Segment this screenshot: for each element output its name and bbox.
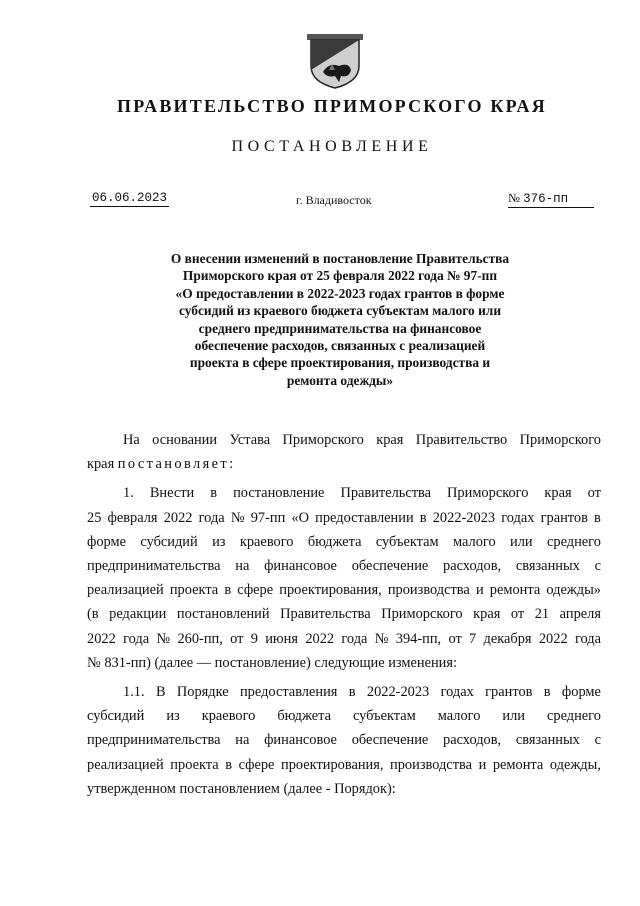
word: на bbox=[235, 732, 250, 749]
body-line bbox=[87, 680, 601, 704]
word: 25 bbox=[87, 509, 102, 526]
word: в bbox=[225, 756, 232, 773]
word: финансовое bbox=[264, 558, 337, 575]
word: № bbox=[374, 630, 389, 647]
body-line bbox=[87, 728, 601, 752]
document-city: г. Владивосток bbox=[296, 193, 372, 207]
text-fragment: постановляет bbox=[117, 456, 230, 473]
word: форме bbox=[561, 684, 601, 701]
word: краевого bbox=[201, 708, 256, 725]
heading-line: ремонта одежды» bbox=[286, 372, 394, 388]
document-body bbox=[87, 428, 601, 801]
heading-line: субсидий из краевого бюджета субъектам малого или bbox=[178, 303, 502, 319]
word: от bbox=[230, 630, 244, 647]
word: 9 bbox=[250, 630, 258, 647]
word: В bbox=[155, 684, 166, 701]
word: 2022-2023 bbox=[432, 509, 496, 526]
word: малого bbox=[437, 708, 481, 725]
heading-line: проекта в сфере проектирования, производства и bbox=[189, 355, 491, 371]
word: сфере bbox=[237, 582, 274, 599]
word: Правительства bbox=[280, 606, 371, 623]
body-line bbox=[87, 452, 601, 476]
word: 2022 bbox=[538, 630, 568, 647]
word: производства bbox=[390, 756, 472, 773]
word: в bbox=[594, 509, 601, 526]
body-line: утвержденном постановлением (далее - Порядок): bbox=[87, 780, 396, 797]
word: одежды, bbox=[549, 756, 601, 773]
body-line: № 831-пп) (далее — постановление) следующие изменения: bbox=[87, 654, 457, 671]
body-line bbox=[87, 554, 601, 578]
body-line bbox=[87, 428, 601, 452]
body-line bbox=[87, 753, 601, 777]
word: основании bbox=[152, 432, 218, 448]
body-line bbox=[87, 481, 601, 505]
word: края bbox=[473, 606, 501, 623]
word: года bbox=[341, 630, 368, 647]
heading-line: среднего предпринимательства на финансовое bbox=[198, 320, 482, 336]
body-line bbox=[87, 627, 601, 651]
word: в bbox=[419, 509, 427, 526]
word: или bbox=[502, 708, 525, 725]
word: ремонта bbox=[492, 756, 544, 773]
word: краевого bbox=[239, 533, 294, 550]
word: июня bbox=[265, 630, 299, 647]
word: края bbox=[544, 485, 572, 502]
word: Правительства bbox=[340, 485, 432, 502]
body-line bbox=[87, 578, 601, 602]
heading-line: обеспечение расходов, связанных с реализацией bbox=[194, 338, 486, 354]
word: расходов, bbox=[443, 732, 502, 749]
word: бюджета bbox=[307, 533, 362, 550]
word: редакции bbox=[109, 606, 167, 623]
word: на bbox=[235, 558, 250, 575]
word: 1. bbox=[123, 485, 134, 502]
word: На bbox=[123, 432, 140, 448]
word: субъектам bbox=[375, 533, 439, 550]
word: 21 bbox=[534, 606, 550, 623]
word: 2022-2023 bbox=[366, 684, 430, 701]
word: грантов bbox=[540, 509, 588, 526]
word: февраля bbox=[107, 509, 158, 526]
word: годах bbox=[501, 509, 535, 526]
word: среднего bbox=[546, 708, 601, 725]
word: грантов bbox=[485, 684, 533, 701]
word: 1.1. bbox=[123, 684, 145, 701]
coat-of-arms-icon bbox=[305, 32, 365, 90]
text-fragment: края bbox=[87, 456, 118, 473]
word: реализацией bbox=[87, 756, 164, 773]
word: Приморского bbox=[447, 485, 529, 502]
word: 97-пп bbox=[250, 509, 286, 526]
word: Устава bbox=[229, 432, 271, 448]
word: с bbox=[594, 558, 601, 575]
document-heading bbox=[130, 250, 550, 389]
word: апреля bbox=[559, 606, 601, 623]
word: Приморского bbox=[282, 432, 364, 448]
word: проектирования, bbox=[279, 582, 382, 599]
word: бюджета bbox=[277, 708, 331, 725]
word: 2022 bbox=[305, 630, 335, 647]
word: финансовое bbox=[264, 732, 337, 749]
word: от bbox=[587, 485, 601, 502]
word: из bbox=[212, 533, 226, 550]
word: малого bbox=[453, 533, 496, 550]
word: производства bbox=[387, 582, 470, 599]
word: предпринимательства bbox=[87, 558, 221, 575]
number-prefix: № bbox=[508, 191, 520, 205]
word: или bbox=[510, 533, 533, 550]
document-date: 06.06.2023 bbox=[92, 191, 168, 205]
word: субсидий bbox=[140, 533, 198, 550]
word: края bbox=[376, 432, 404, 448]
word: сфере bbox=[238, 756, 275, 773]
word: в bbox=[224, 582, 232, 599]
word: расходов, bbox=[443, 558, 502, 575]
word: и bbox=[475, 582, 484, 599]
text-fragment: : bbox=[229, 456, 234, 473]
word: предоставления bbox=[239, 684, 338, 701]
word: года bbox=[574, 630, 601, 647]
word: Приморского bbox=[519, 432, 601, 448]
word: предпринимательства bbox=[87, 732, 221, 749]
word: проектирования, bbox=[281, 756, 384, 773]
word: № bbox=[230, 509, 245, 526]
body-line bbox=[87, 530, 601, 554]
word: среднего bbox=[546, 533, 601, 550]
heading-line: О внесении изменений в постановление Правительства bbox=[170, 251, 510, 266]
word: Приморского bbox=[381, 606, 463, 623]
word: форме bbox=[87, 533, 126, 550]
heading-line: «О предоставлении в 2022-2023 годах грантов в форме bbox=[175, 285, 505, 301]
word: 394-пп, bbox=[395, 630, 442, 647]
word: из bbox=[166, 708, 180, 725]
word: «О bbox=[291, 509, 310, 526]
word: Правительство bbox=[415, 432, 508, 448]
word: декабря bbox=[483, 630, 532, 647]
word: в bbox=[543, 684, 551, 701]
word: 260-пп, bbox=[177, 630, 223, 647]
word: реализацией bbox=[87, 582, 164, 599]
word: в bbox=[210, 485, 218, 502]
document-type: ПОСТАНОВЛЕНИЕ bbox=[231, 138, 433, 155]
word: предоставлении bbox=[315, 509, 414, 526]
word: проекта bbox=[170, 756, 219, 773]
number-value: 376-пп bbox=[523, 192, 569, 206]
word: и bbox=[478, 756, 487, 773]
body-line bbox=[87, 704, 601, 728]
word: обеспечение bbox=[351, 732, 429, 749]
word: 7 bbox=[469, 630, 477, 647]
word: года bbox=[198, 509, 225, 526]
word: (в bbox=[87, 606, 99, 623]
word: года bbox=[123, 630, 150, 647]
government-title: ПРАВИТЕЛЬСТВО ПРИМОРСКОГО КРАЯ bbox=[117, 96, 547, 116]
word: проекта bbox=[169, 582, 219, 599]
word: от bbox=[448, 630, 462, 647]
body-line bbox=[87, 506, 601, 530]
heading-line: Приморского края от 25 февраля 2022 года № 97-пп bbox=[182, 268, 498, 284]
document-number bbox=[508, 191, 594, 208]
word: одежды» bbox=[546, 582, 601, 599]
word: 2022 bbox=[87, 630, 116, 647]
word: № bbox=[156, 630, 171, 647]
body-line bbox=[87, 602, 601, 626]
word: Внести bbox=[149, 485, 195, 502]
word: субъектам bbox=[352, 708, 416, 725]
word: с bbox=[594, 732, 601, 749]
word: связанных bbox=[515, 732, 580, 749]
word: субсидий bbox=[87, 708, 145, 725]
word: годах bbox=[440, 684, 474, 701]
word: Порядке bbox=[176, 684, 229, 701]
word: постановлений bbox=[176, 606, 270, 623]
word: ремонта bbox=[489, 582, 541, 599]
word: от bbox=[510, 606, 525, 623]
word: постановление bbox=[233, 485, 325, 502]
word: обеспечение bbox=[351, 558, 429, 575]
word: 2022 bbox=[163, 509, 193, 526]
word: связанных bbox=[515, 558, 580, 575]
word: в bbox=[348, 684, 356, 701]
